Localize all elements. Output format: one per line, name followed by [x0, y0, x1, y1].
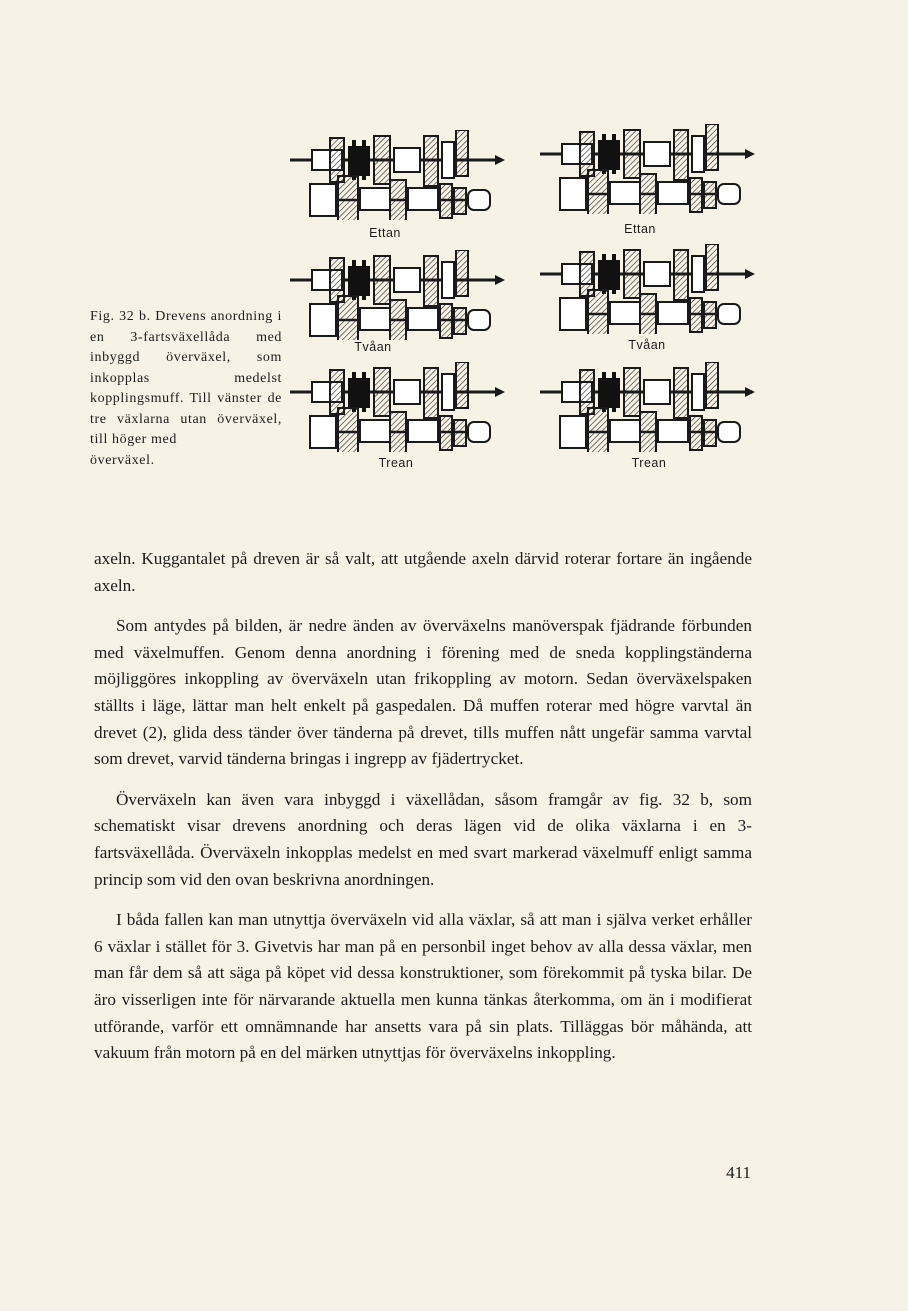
page-number: 411: [726, 1163, 751, 1182]
label-right-tvaan: Tvåan: [628, 338, 666, 352]
body-text: [94, 546, 752, 1081]
label-left-ettan: Ettan: [369, 226, 401, 240]
label-left-tvaan: Tvåan: [354, 340, 392, 354]
diagram-left-tvaan: [290, 250, 510, 340]
diagram-right-tvaan: [540, 244, 764, 334]
figure-caption: [90, 307, 282, 471]
paragraph-3: Överväxeln kan även vara inbyggd i växellådan, såsom framgår av fig. 32 b, som schematiskt visar drevens anordning och deras lägen vid de olika växlarna i en 3-fartsväxellåda. Överväxeln inkopplas medelst en med svart markerad växelmuff enligt samma princip som vid den ovan beskrivna anordningen.: [94, 789, 752, 889]
diagram-left-trean: [290, 362, 510, 452]
label-right-trean: Trean: [631, 456, 667, 470]
diagram-right-trean: [540, 362, 764, 452]
diagram-left-ettan: [290, 130, 510, 220]
paragraph-2: Som antydes på bilden, är nedre änden av överväxelns manöverspak fjädrande förbunden med växelmuffen. Genom denna anordning i förening med de sneda kopplingständerna möjliggöres inkoppling av överväxeln utan frikoppling av motorn. Sedan överväxelspaken ställts i läge, lättar man helt enkelt på gaspedalen. Då muffen roterar med högre varvtal än drevet (2), glida dess tänder över tänderna på drevet, tills muffen nått ungefär samma varvtal som drevet, varvid tänderna bringas i ingrepp av fjädertrycket.: [94, 616, 752, 769]
figure-caption-last-line: överväxel.: [90, 452, 155, 468]
paragraph-1: axeln. Kuggantalet på dreven är så valt, att utgående axeln därvid roterar fortare än ingående axeln.: [94, 549, 752, 595]
label-left-trean: Trean: [378, 456, 414, 470]
paragraph-4: I båda fallen kan man utnyttja överväxeln vid alla växlar, så att man i själva verket erhåller 6 växlar i stället för 3. Givetvis har man på en personbil inget behov av alla dessa växlar, men man får dem så att säga på köpet vid dessa konstruktioner, som förekommit på tyska bilar. De äro visserligen inte för närvarande aktuella men kunna tänkas återkomma, om än i modifierat utförande, varför ett omnämnande har ansetts vara på sin plats. Tilläggas bör måhända, att vakuum från motorn på en del märken utnyttjas för överväxelns inkoppling.: [94, 910, 752, 1063]
diagram-right-ettan: [540, 124, 764, 214]
figure-caption-text: Fig. 32 b. Drevens anordning i en 3-fartsväxellåda med inbyggd överväxel, som inkopplas medelst kopplingsmuff. Till vänster de tre växlarna utan överväxel, till höger med: [90, 309, 282, 447]
label-right-ettan: Ettan: [624, 222, 656, 236]
figure-32b: [0, 0, 908, 500]
